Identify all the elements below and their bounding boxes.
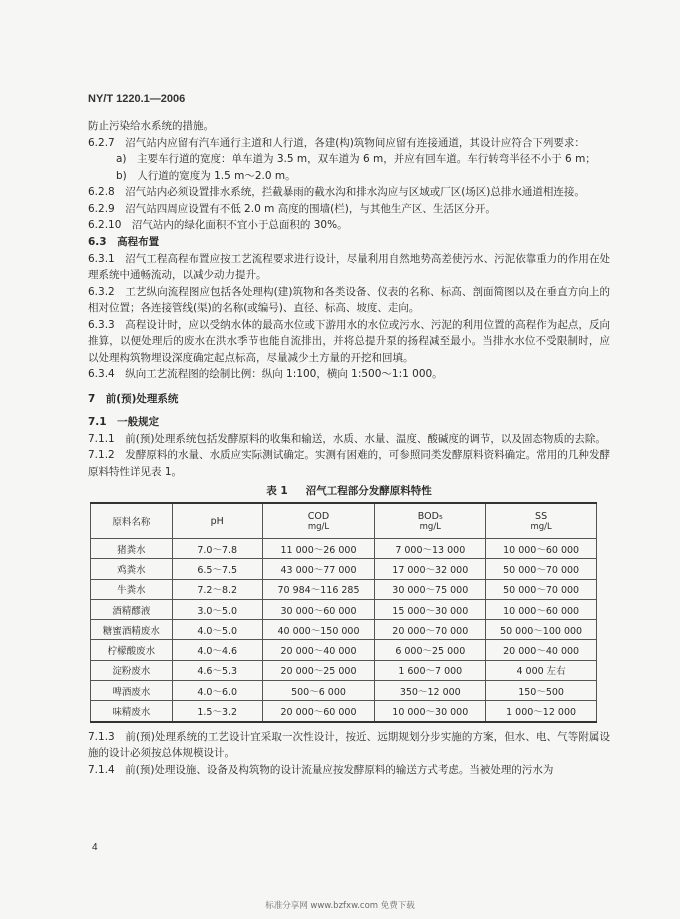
table-cell: 20 000～60 000	[262, 701, 375, 722]
paragraph-7-1-3: 7.1.3 前(预)处理系统的工艺设计宜采取一次性设计，按近、远期规划分步实施的方案，但水、电、气等附属设施的设计必须按总体规模设计。	[88, 730, 610, 760]
table-cell: 10 000～60 000	[486, 599, 597, 619]
table-row	[91, 539, 597, 559]
paragraph-6-3-1: 6.3.1 沼气工程高程布置应按工艺流程要求进行设计，尽量利用自然地势高差使污水、污泥依靠重力的作用在处理系统中通畅流动，以减少动力提升。	[88, 252, 610, 281]
heading-6-3: 6.3 高程布置	[88, 235, 160, 248]
page-number: 4	[92, 842, 98, 853]
heading-7: 7 前(预)处理系统	[88, 392, 179, 405]
paragraph-6-3-3: 6.3.3 高程设计时，应以受纳水体的最高水位或下游用水的水位或污水、污泥的利用位置的高程作为起点，反向推算，以便处理后的废水在洪水季节也能自流排出，并将总提升泵的扬程减至最小。当排水水位不受限制时，应以处理构筑物埋设深度确定起点标高，尽量减少土方量的开挖和回填。	[88, 318, 610, 364]
standard-code: NY/T 1220.1—2006	[88, 93, 186, 105]
table-cell: 糖蜜酒精废水	[91, 620, 173, 640]
table-cell: 4.0～4.6	[172, 640, 262, 660]
table-cell: 4.0～6.0	[172, 681, 262, 701]
header-cell: SS mg/L	[486, 503, 597, 539]
table-row	[91, 640, 597, 660]
paragraph-6-2-9: 6.2.9 沼气站四周应设置有不低 2.0 m 高度的围墙(栏)，与其他生产区、生活区分开。	[88, 202, 496, 215]
table-row	[91, 599, 597, 619]
table-cell: 4.0～5.0	[172, 620, 262, 640]
table-row	[91, 701, 597, 722]
paragraph-6-2-7: 6.2.7 沼气站内应留有汽车通行主道和人行道，各建(构)筑物间应留有连接通道，其设计应符合下列要求：	[88, 136, 585, 149]
table-cell: 4.6～5.3	[172, 660, 262, 680]
table-caption-number: 表 1	[266, 485, 288, 497]
header-cell: pH	[172, 503, 262, 539]
paragraph-6-2-7-a: a) 主要车行道的宽度：单车道为 3.5 m，双车道为 6 m，并应有回车道。车行转弯半径不小于 6 m；	[116, 153, 596, 165]
table-caption-title: 沼气工程部分发酵原料特性	[305, 485, 432, 497]
paragraph-6-3-4: 6.3.4 纵向工艺流程图的绘制比例：纵向 1:100，横向 1:500～1:1 000。	[88, 368, 443, 380]
paragraph-6-2-8: 6.2.8 沼气站内必须设置排水系统，拦截暴雨的截水沟和排水沟应与区域或厂区(场区)总排水通道相连接。	[88, 186, 585, 198]
table-cell: 20 000～70 000	[375, 620, 486, 640]
header-cell: 原料名称	[91, 503, 173, 539]
table-cell: 20 000～40 000	[262, 640, 375, 660]
table-cell: 7.2～8.2	[172, 579, 262, 599]
table-cell: 4 000 左右	[486, 660, 597, 680]
table-cell: 3.0～5.0	[172, 599, 262, 619]
table-cell: 1.5～3.2	[172, 701, 262, 722]
table-cell: 柠檬酸废水	[91, 640, 173, 660]
table-cell: 11 000～26 000	[262, 539, 375, 559]
paragraph-continuation: 防止污染给水系统的措施。	[88, 120, 214, 132]
heading-7-1: 7.1 一般规定	[88, 415, 160, 428]
table-cell: 10 000～60 000	[486, 539, 597, 559]
paragraph-7-1-2: 7.1.2 发酵原料的水量、水质应实际测试确定。实测有困难的，可参照同类发酵原料资料确定。常用的几种发酵原料特性详见表 1。	[88, 449, 610, 478]
table-cell: 1 000～12 000	[486, 701, 597, 722]
table-cell: 鸡粪水	[91, 559, 173, 579]
table-cell: 6.5～7.5	[172, 559, 262, 579]
watermark-footer: 标准分享网 www.bzfxw.com 免费下载	[265, 901, 415, 911]
table-caption	[88, 483, 610, 498]
body-content	[88, 118, 610, 778]
paragraph-6-3-2: 6.3.2 工艺纵向流程图应包括各处理构(建)筑物和各类设备、仪表的名称、标高、剖面简图以及在垂直方向上的相对位置；各连接管线(渠)的名称(或编号)、直径、标高、坡度、走向。	[88, 285, 610, 314]
table-cell: 350～12 000	[375, 681, 486, 701]
table-cell: 50 000～70 000	[486, 579, 597, 599]
table-cell: 20 000～25 000	[262, 660, 375, 680]
table-row	[91, 681, 597, 701]
table-cell: 70 984～116 285	[262, 579, 375, 599]
paragraph-6-2-7-b: b) 人行道的宽度为 1.5 m～2.0 m。	[116, 169, 296, 182]
table-cell: 50 000～70 000	[486, 559, 597, 579]
table-row	[91, 620, 597, 640]
table-cell: 7.0～7.8	[172, 539, 262, 559]
header-cell: COD mg/L	[262, 503, 375, 539]
table-row	[91, 579, 597, 599]
paragraph-7-1-4: 7.1.4 前(预)处理设施、设备及构筑物的设计流量应按发酵原料的输送方式考虑。当被处理的污水为	[88, 763, 554, 776]
paragraph-6-2-10: 6.2.10 沼气站内的绿化面积不宜小于总面积的 30%。	[88, 219, 348, 231]
table-cell: 猪粪水	[91, 539, 173, 559]
table-row	[91, 660, 597, 680]
table-cell: 150～500	[486, 681, 597, 701]
table-cell: 6 000～25 000	[375, 640, 486, 660]
table-cell: 牛粪水	[91, 579, 173, 599]
table-cell: 淀粉废水	[91, 660, 173, 680]
table-cell: 啤酒废水	[91, 681, 173, 701]
table-cell: 500～6 000	[262, 681, 375, 701]
table-cell: 20 000～40 000	[486, 640, 597, 660]
table-cell: 30 000～60 000	[262, 599, 375, 619]
table-cell: 1 600～7 000	[375, 660, 486, 680]
paragraph-7-1-1: 7.1.1 前(预)处理系统包括发酵原料的收集和输送，水质、水量、温度、酸碱度的调节，以及固态物质的去除。	[88, 432, 606, 445]
raw-material-table	[90, 502, 597, 723]
table-cell: 7 000～13 000	[375, 539, 486, 559]
table-row	[91, 559, 597, 579]
table-cell: 味精废水	[91, 701, 173, 722]
table-cell: 15 000～30 000	[375, 599, 486, 619]
table-cell: 17 000～32 000	[375, 559, 486, 579]
table-cell: 30 000～75 000	[375, 579, 486, 599]
table-cell: 40 000～150 000	[262, 620, 375, 640]
table-cell: 43 000～77 000	[262, 559, 375, 579]
header-cell: BOD₅ mg/L	[375, 503, 486, 539]
table-cell: 10 000～30 000	[375, 701, 486, 722]
table-cell: 50 000～100 000	[486, 620, 597, 640]
table-header-row	[91, 503, 597, 539]
table-cell: 酒精醪液	[91, 599, 173, 619]
